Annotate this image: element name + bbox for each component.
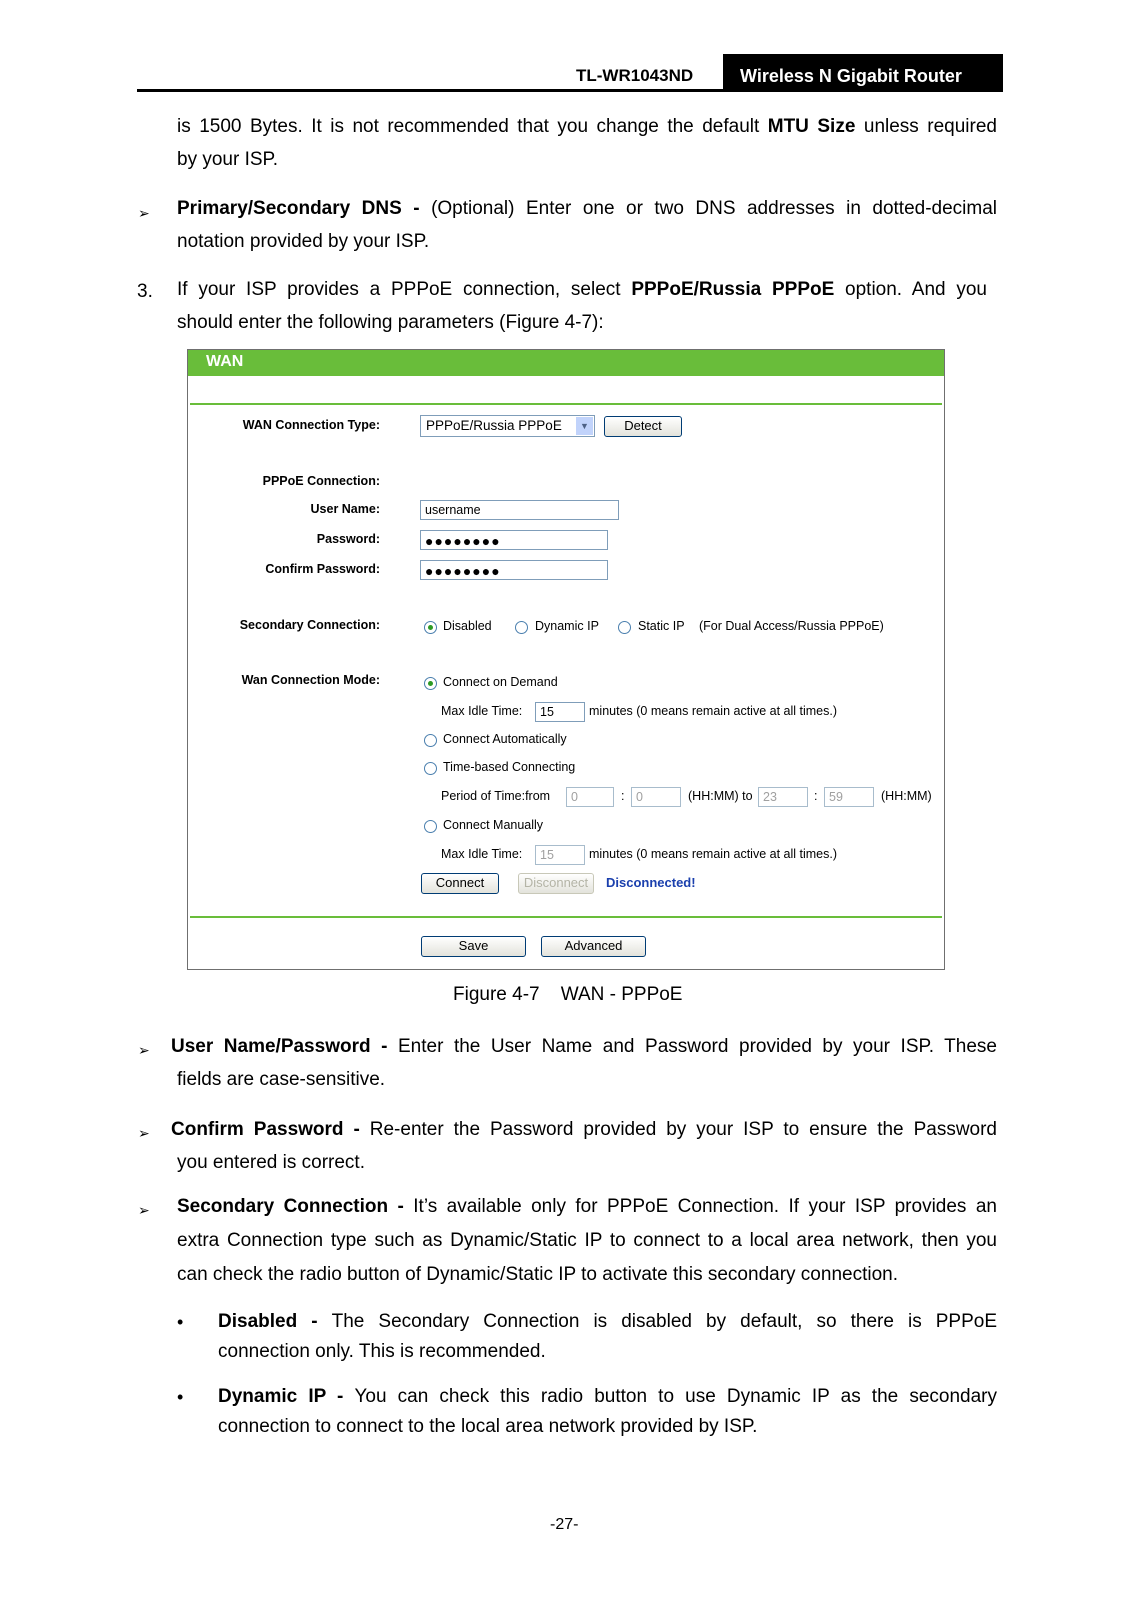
- save-button[interactable]: Save: [421, 936, 526, 957]
- wan-figure: [187, 349, 945, 970]
- username-input[interactable]: username: [420, 500, 619, 520]
- step3-text-post: option. And you: [834, 279, 987, 300]
- secondary-note: (For Dual Access/Russia PPPoE): [699, 619, 884, 633]
- max-idle-label: Max Idle Time:: [441, 704, 523, 718]
- radio-time-based[interactable]: [424, 762, 437, 775]
- mtu-text-post: unless required: [855, 116, 997, 137]
- radio-disabled[interactable]: [424, 621, 437, 634]
- wan-type-select[interactable]: [420, 415, 595, 437]
- top-divider: [190, 403, 942, 405]
- radio-disabled-label: Disabled: [443, 619, 492, 633]
- max-idle-label-2: Max Idle Time:: [441, 847, 523, 861]
- username-line-2: fields are case-sensitive.: [177, 1069, 386, 1090]
- wan-mode-label: Wan Connection Mode:: [241, 673, 380, 687]
- wan-type-value: PPPoE/Russia PPPoE: [426, 418, 562, 433]
- max-idle-note: minutes (0 means remain active at all times.): [589, 704, 838, 718]
- secondary-line-3: can check the radio button of Dynamic/Static IP to activate this secondary connection.: [177, 1264, 898, 1285]
- dot-bullet-icon: •: [177, 1387, 184, 1407]
- radio-dynamic-ip-label: Dynamic IP: [535, 619, 599, 633]
- dns-text: (Optional) Enter one or two DNS addresses in dotted-decimal: [431, 198, 997, 219]
- dns-line-2: notation provided by your ISP.: [177, 231, 430, 252]
- username-text: Enter the User Name and Password provided by your ISP. These: [398, 1036, 997, 1057]
- secondary-text: It’s available only for PPPoE Connection. If your ISP provides an: [413, 1196, 997, 1217]
- max-idle-note-2: minutes (0 means remain active at all times.): [589, 847, 838, 861]
- username-line-1: [171, 1030, 997, 1063]
- password-input[interactable]: ●●●●●●●●: [420, 530, 608, 550]
- confirm-bold: Confirm Password -: [171, 1119, 370, 1140]
- dynamic-bold: Dynamic IP -: [218, 1386, 355, 1407]
- wan-title-bar: [188, 350, 944, 376]
- secondary-connection-label: Secondary Connection:: [239, 618, 380, 632]
- mtu-line-1: [177, 110, 997, 143]
- arrow-bullet-icon: ➢: [138, 205, 150, 221]
- secondary-paragraph: [177, 1190, 997, 1292]
- pppoe-connection-label: PPPoE Connection:: [262, 474, 380, 488]
- mtu-paragraph: [177, 110, 997, 176]
- radio-connect-automatically[interactable]: [424, 734, 437, 747]
- step3-line-1: [177, 273, 987, 306]
- period-from-hour[interactable]: 0: [566, 787, 614, 807]
- confirm-paragraph: [171, 1113, 997, 1179]
- radio-static-ip[interactable]: [618, 621, 631, 634]
- step-number: 3.: [137, 281, 153, 302]
- arrow-bullet-icon: ➢: [138, 1202, 150, 1218]
- confirm-line-1: [171, 1113, 997, 1146]
- radio-connect-manually[interactable]: [424, 820, 437, 833]
- username-label: User Name:: [310, 502, 380, 516]
- mtu-text-pre: is 1500 Bytes. It is not recommended that you change the default: [177, 116, 768, 137]
- time-based-label: Time-based Connecting: [443, 760, 576, 774]
- step3-paragraph: [177, 273, 987, 339]
- username-bold: User Name/Password -: [171, 1036, 398, 1057]
- confirm-password-input[interactable]: ●●●●●●●●: [420, 560, 608, 580]
- dynamic-line-1: [218, 1382, 997, 1412]
- connect-button[interactable]: Connect: [421, 873, 499, 894]
- mtu-bold: MTU Size: [767, 116, 856, 137]
- period-from-minute[interactable]: 0: [631, 787, 681, 807]
- dns-bold: Primary/Secondary DNS -: [177, 198, 432, 219]
- wan-type-label: WAN Connection Type:: [242, 418, 380, 432]
- dynamic-text: You can check this radio button to use Dynamic IP as the secondary: [354, 1386, 997, 1407]
- step3-bold: PPPoE/Russia PPPoE: [631, 279, 835, 300]
- mtu-line-2: by your ISP.: [177, 149, 279, 170]
- detect-button[interactable]: Detect: [604, 416, 682, 437]
- dns-line-1: [177, 192, 997, 225]
- disabled-line-2: connection only. This is recommended.: [218, 1341, 546, 1362]
- arrow-bullet-icon: ➢: [138, 1042, 150, 1058]
- disconnect-button[interactable]: Disconnect: [518, 873, 594, 894]
- disabled-paragraph: [218, 1307, 997, 1367]
- page-number: -27-: [550, 1516, 579, 1533]
- disabled-bold: Disabled -: [218, 1311, 332, 1332]
- dynamic-line-2: connection to connect to the local area network provided by ISP.: [218, 1416, 758, 1437]
- radio-connect-on-demand[interactable]: [424, 677, 437, 690]
- disabled-line-1: [218, 1307, 997, 1337]
- radio-dynamic-ip[interactable]: [515, 621, 528, 634]
- secondary-line-1: [177, 1190, 997, 1224]
- connection-status: Disconnected!: [606, 875, 696, 890]
- header-product: Wireless N Gigabit Router: [723, 54, 1003, 91]
- header-rule: [137, 89, 1003, 92]
- password-label: Password:: [316, 532, 380, 546]
- wan-title: WAN: [206, 353, 244, 370]
- hhmm-label: (HH:MM): [881, 789, 932, 803]
- colon-from: :: [621, 789, 625, 803]
- confirm-line-2: you entered is correct.: [177, 1152, 365, 1173]
- secondary-bold: Secondary Connection -: [177, 1196, 414, 1217]
- connect-manually-label: Connect Manually: [443, 818, 544, 832]
- dynamic-paragraph: [218, 1382, 997, 1442]
- connect-on-demand-label: Connect on Demand: [443, 675, 558, 689]
- dns-paragraph: [177, 192, 997, 258]
- radio-static-ip-label: Static IP: [638, 619, 685, 633]
- arrow-bullet-icon: ➢: [138, 1125, 150, 1141]
- step3-text-pre: If your ISP provides a PPPoE connection, select: [177, 279, 632, 300]
- figure-caption: Figure 4-7 WAN - PPPoE: [453, 984, 683, 1005]
- connect-automatically-label: Connect Automatically: [443, 732, 567, 746]
- advanced-button[interactable]: Advanced: [541, 936, 646, 957]
- chevron-down-icon[interactable]: ▼: [576, 417, 593, 435]
- period-to-hour[interactable]: 23: [758, 787, 808, 807]
- period-to-minute[interactable]: 59: [824, 787, 874, 807]
- secondary-line-2: extra Connection type such as Dynamic/Static IP to connect to a local area network, then you: [177, 1230, 997, 1251]
- confirm-text: Re-enter the Password provided by your ISP to ensure the Password: [369, 1119, 997, 1140]
- bottom-divider: [190, 916, 942, 918]
- max-idle-input[interactable]: 15: [535, 702, 585, 722]
- period-label: Period of Time:from: [441, 789, 551, 803]
- confirm-password-label: Confirm Password:: [265, 562, 380, 576]
- disabled-text: The Secondary Connection is disabled by default, so there is PPPoE: [331, 1311, 997, 1332]
- step3-line-2: should enter the following parameters (Figure 4-7):: [177, 312, 604, 333]
- colon-to: :: [814, 789, 818, 803]
- dot-bullet-icon: •: [177, 1312, 184, 1332]
- username-paragraph: [171, 1030, 997, 1096]
- max-idle-input-2[interactable]: 15: [535, 845, 585, 865]
- hhmm-to-label: (HH:MM) to: [688, 789, 753, 803]
- header-model: TL-WR1043ND: [576, 66, 694, 85]
